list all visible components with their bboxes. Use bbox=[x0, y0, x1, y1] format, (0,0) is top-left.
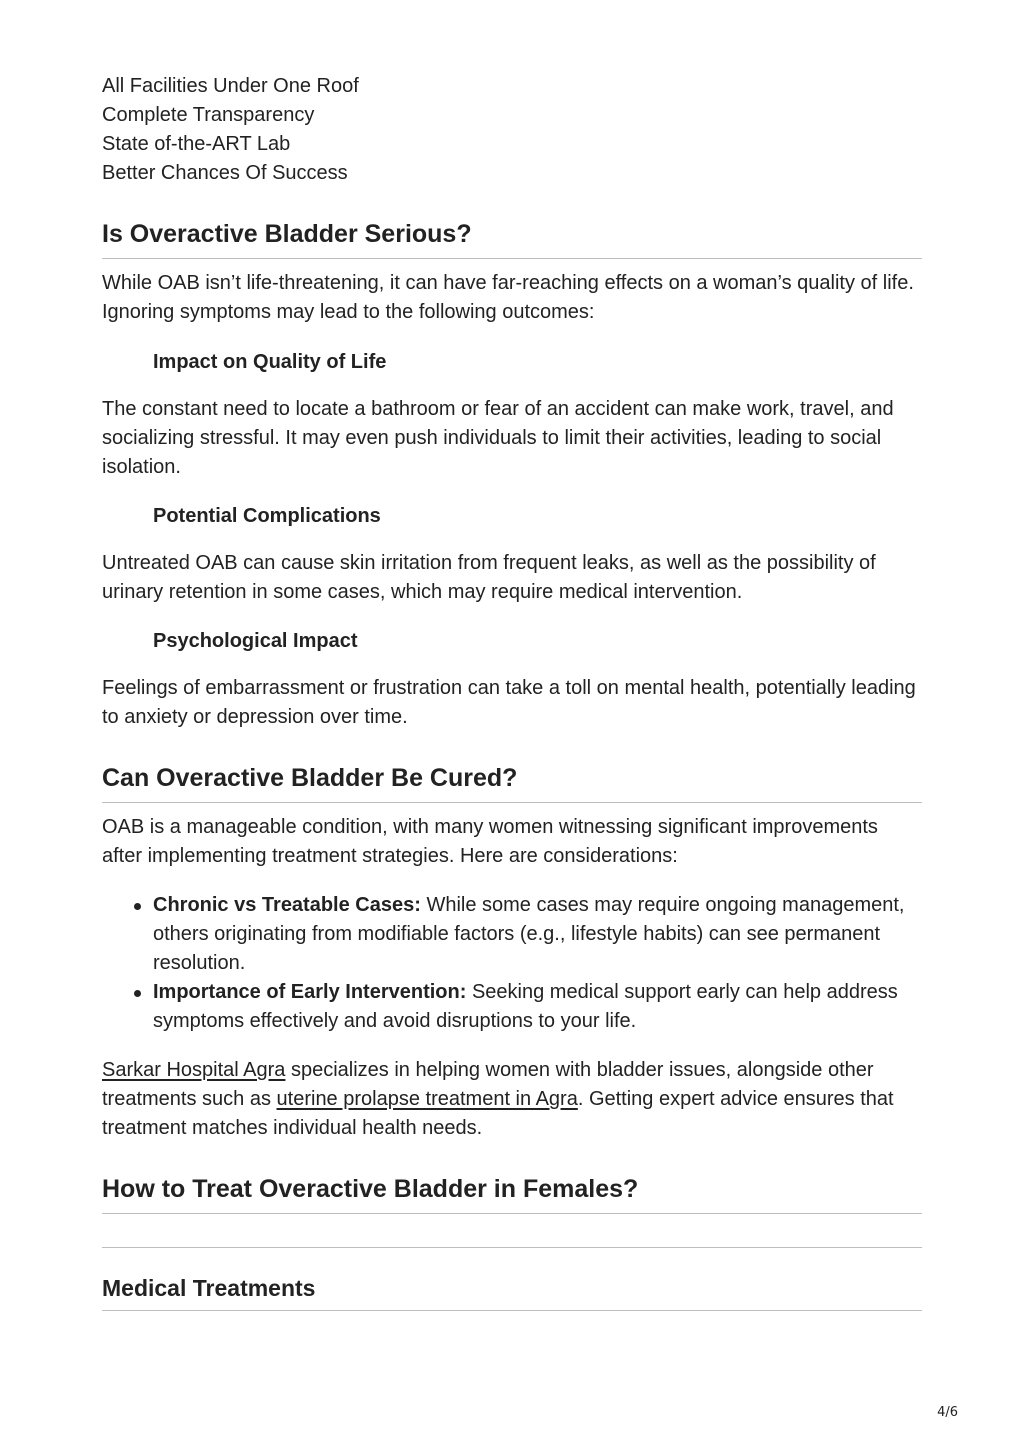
list-item-text: Seeking medical support early can help address symptoms effectively and avoid disruptions to your life. bbox=[153, 981, 898, 1032]
paragraph: The constant need to locate a bathroom or fear of an accident can make work, travel, and socializing stressful. It may even push individuals to limit their activities, leading to social isolation. bbox=[102, 398, 894, 478]
bullet-icon bbox=[134, 990, 141, 997]
list-item-title: Importance of Early Intervention: bbox=[153, 981, 467, 1003]
intro-line: All Facilities Under One Roof bbox=[102, 75, 359, 97]
section-heading-cured: Can Overactive Bladder Be Cured? bbox=[102, 763, 922, 803]
intro-line: State of-the-ART Lab bbox=[102, 133, 291, 155]
list-item bbox=[153, 891, 922, 978]
page-number: 4/6 bbox=[937, 1405, 958, 1420]
list-item bbox=[153, 978, 922, 1036]
paragraph: Feelings of embarrassment or frustration can take a toll on mental health, potentially leading to anxiety or depression over time. bbox=[102, 677, 916, 728]
subheading-psychological: Psychological Impact bbox=[153, 630, 358, 652]
uterine-prolapse-link[interactable]: uterine prolapse treatment in Agra bbox=[276, 1088, 578, 1110]
divider bbox=[102, 1247, 922, 1248]
paragraph: Untreated OAB can cause skin irritation from frequent leaks, as well as the possibility of urinary retention in some cases, which may require medical intervention. bbox=[102, 552, 876, 603]
document-page bbox=[102, 72, 922, 1311]
subheading-medical-treatments: Medical Treatments bbox=[102, 1274, 922, 1311]
subheading-complications: Potential Complications bbox=[153, 505, 381, 527]
closing-text: . Getting expert advice ensures that treatment matches individual health needs. bbox=[102, 1088, 894, 1139]
section-intro: OAB is a manageable condition, with many women witnessing significant improvements after implementing treatment strategies. Here are considerations: bbox=[102, 816, 878, 867]
closing-text: specializes in helping women with bladder issues, alongside other treatments such as bbox=[102, 1059, 874, 1110]
bullet-icon bbox=[134, 903, 141, 910]
list-item-title: Chronic vs Treatable Cases: bbox=[153, 894, 421, 916]
subheading-quality-of-life: Impact on Quality of Life bbox=[153, 351, 387, 373]
list-item-text: While some cases may require ongoing management, others originating from modifiable factors (e.g., lifestyle habits) can see permanent resolution. bbox=[153, 894, 905, 974]
intro-line: Better Chances Of Success bbox=[102, 162, 348, 184]
considerations-list bbox=[102, 891, 922, 1036]
sarkar-hospital-link[interactable]: Sarkar Hospital Agra bbox=[102, 1059, 286, 1081]
intro-list bbox=[102, 72, 922, 188]
closing-paragraph bbox=[102, 1056, 922, 1143]
intro-line: Complete Transparency bbox=[102, 104, 315, 126]
section-intro: While OAB isn’t life-threatening, it can have far-reaching effects on a woman’s quality of life. Ignoring symptoms may lead to the following outcomes: bbox=[102, 272, 914, 323]
section-heading-serious: Is Overactive Bladder Serious? bbox=[102, 219, 922, 259]
section-heading-treat: How to Treat Overactive Bladder in Females? bbox=[102, 1174, 922, 1214]
